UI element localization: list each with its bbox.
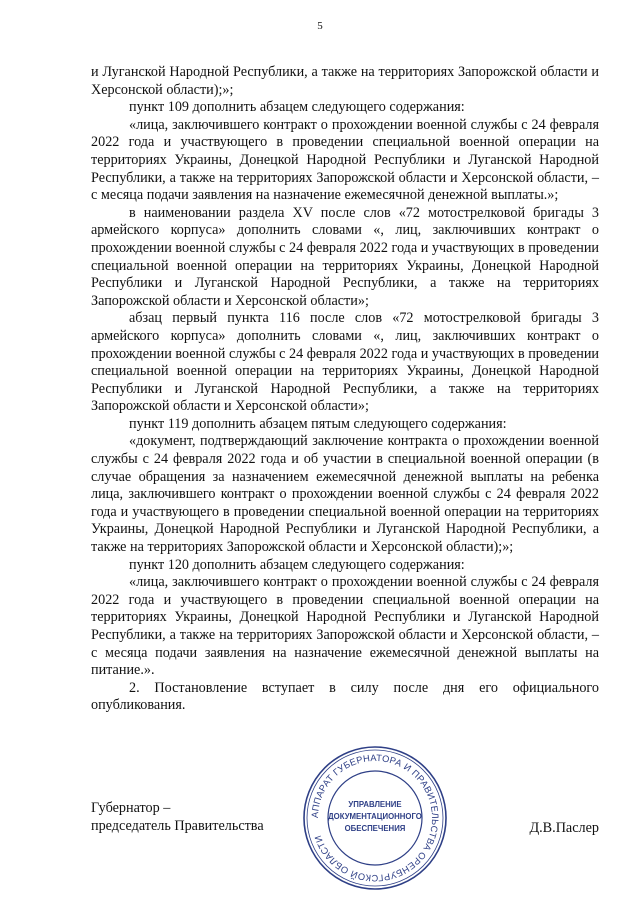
signatory-name: Д.В.Паслер [529, 820, 599, 836]
paragraph-item-120: пункт 120 дополнить абзацем следующего содержания: [129, 556, 465, 573]
stamp-seal-icon [300, 743, 450, 893]
stamp-line2: ДОКУМЕНТАЦИОННОГО [328, 812, 422, 821]
paragraph-continuation: и Луганской Народной Республики, а также на территориях Запорожской области и Херсонской области);»; [91, 64, 599, 98]
official-stamp [300, 743, 450, 893]
paragraph-section-xv: в наименовании раздела XV после слов «72 мотострелковой бригады 3 армейского корпуса» дополнить словами «, лиц, заключивших контракт о прохождении военной службы с 24 февраля 2022 года и участвующих в проведении специальной военной операции на территориях Украины, Донецкой Народной Республики и Луганской Народной Республики, а также на территориях Запорожской области и Херсонской области»; [91, 204, 599, 309]
paragraph-quote-120: «лица, заключившего контракт о прохождении военной службы с 24 февраля 2022 года и участвующего в проведении специальной военной операции на территориях Украины, Донецкой Народной Республики и Луганской Народной Республики, а также на территориях Запорожской области и Херсонской области, – с месяца подачи заявления на назначение ежемесячной денежной выплаты на питание.». [91, 574, 599, 679]
paragraph-quote-109: «лица, заключившего контракт о прохождении военной службы с 24 февраля 2022 года и участвующего в проведении специальной военной операции на территориях Украины, Донецкой Народной Республики и Луганской Народной Республики, а также на территориях Запорожской области и Херсонской области, – с месяца подачи заявления на назначение ежемесячной денежной выплаты.»; [91, 116, 599, 204]
paragraph-effective-date: 2. Постановление вступает в силу после дня его официального опубликования. [91, 679, 599, 714]
signatory-title-line1: Губернатор – [91, 800, 171, 816]
paragraph-quote-119: «документ, подтверждающий заключение контракта о прохождении военной службы с 24 февраля 2022 года и об участии в специальной военной операции (в случае обращения за назначением ежемесячной денежной выплаты на ребенка лица, заключившего контракт о прохождении военной службы с 24 февраля 2022 года и участвующего в проведении специальной военной операции на территориях Украины, Донецкой Народной Республики и Луганской Народной Республики, а также на территориях Запорожской области и Херсонской области);»; [91, 433, 599, 556]
signatory-title-line2: председатель Правительства [91, 817, 264, 834]
stamp-ring-text-path: АППАРАТ ГУБЕРНАТОРА И ПРАВИТЕЛЬСТВА ОРЕНБУРГСКОЙ ОБЛАСТИ [309, 752, 441, 884]
signatory-title [91, 800, 264, 835]
stamp-line3: ОБЕСПЕЧЕНИЯ [344, 824, 406, 833]
stamp-line1: УПРАВЛЕНИЕ [348, 800, 402, 809]
paragraph-item-116: абзац первый пункта 116 после слов «72 мотострелковой бригады 3 армейского корпуса» дополнить словами «, лиц, заключивших контракт о прохождении военной службы с 24 февраля 2022 года и участвующих в проведении специальной военной операции на территориях Украины, Донецкой Народной Республики и Луганской Народной Республики, а также на территориях Запорожской области и Херсонской области»; [91, 310, 599, 415]
page-number: 5 [317, 20, 323, 32]
paragraph-item-119: пункт 119 дополнить абзацем пятым следующего содержания: [129, 415, 507, 432]
paragraph-item-109: пункт 109 дополнить абзацем следующего содержания: [129, 99, 465, 116]
document-body [91, 64, 599, 715]
